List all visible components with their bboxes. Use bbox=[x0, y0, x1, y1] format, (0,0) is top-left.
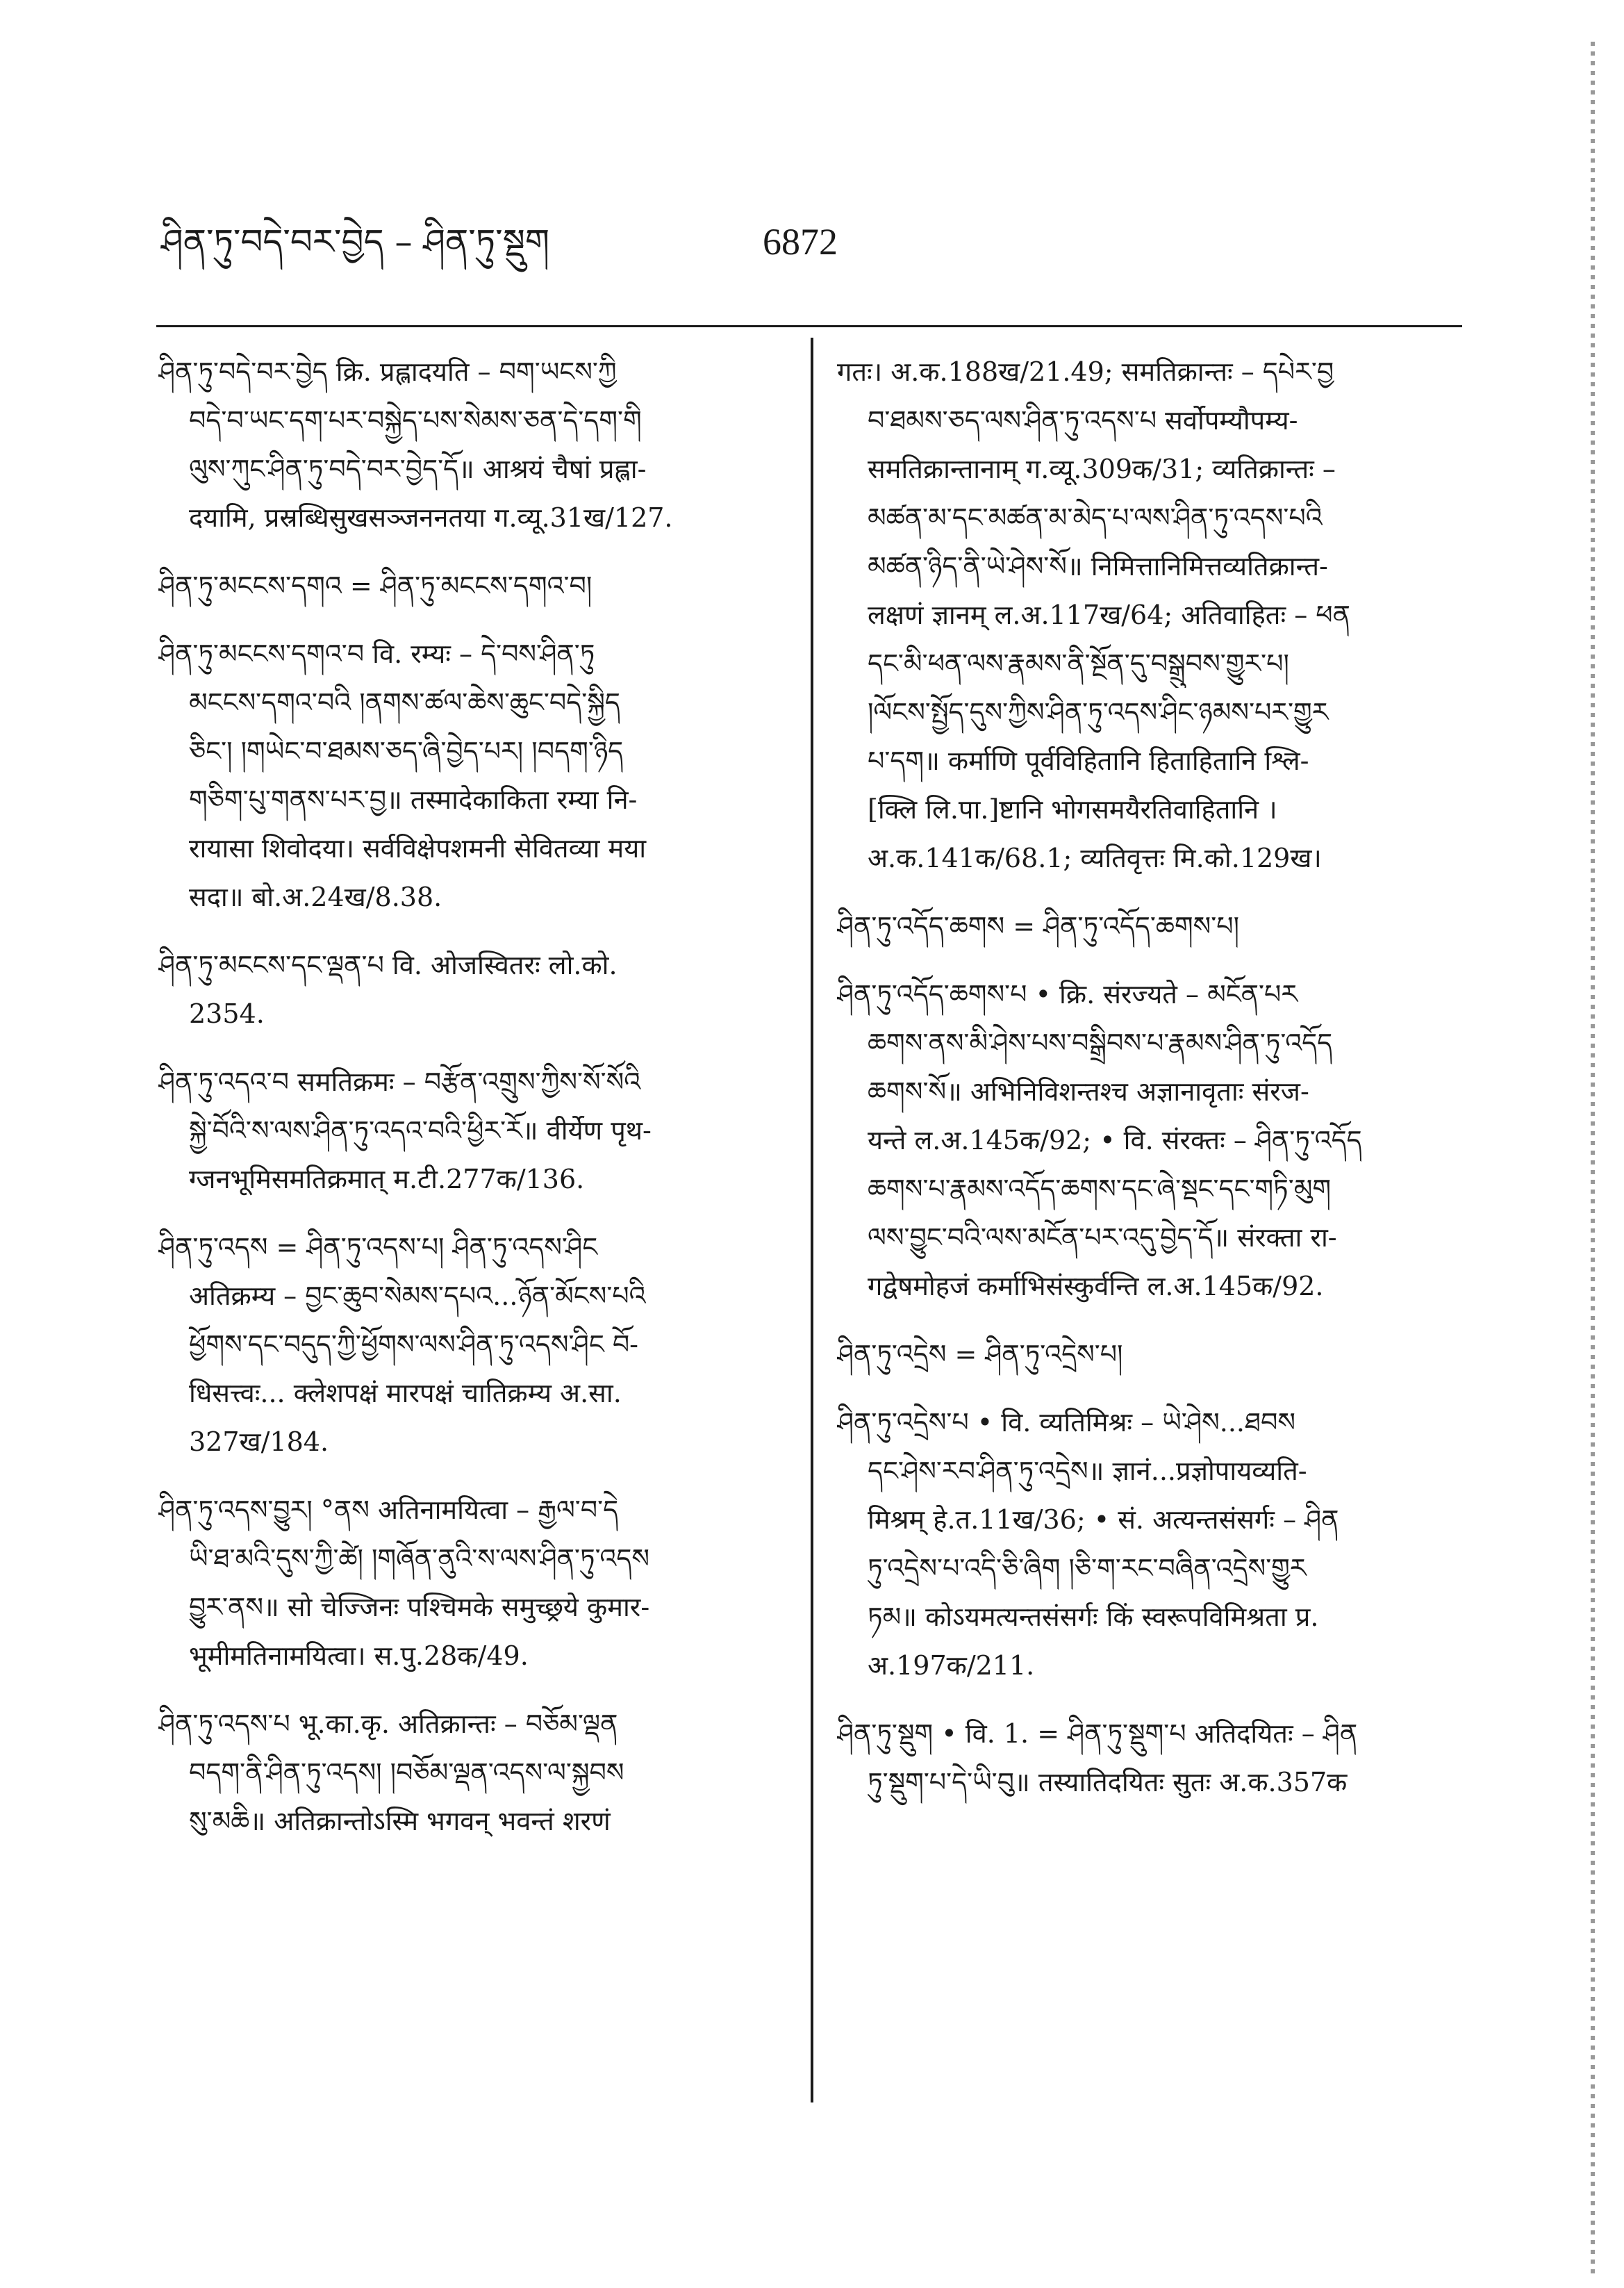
entry-headline: ཤིན་ཏུ་འདོད་ཆགས་པ • क्रि. संरज्यते – མངོན་པར bbox=[837, 979, 1298, 1010]
dictionary-entry bbox=[837, 1709, 1476, 1806]
dictionary-entry bbox=[158, 1699, 797, 1845]
entry-line: ཕྱོགས་དང་བདུད་ཀྱི་ཕྱོགས་ལས་ཤིན་ཏུ་འདས་ཤིང བོ- bbox=[189, 1329, 639, 1360]
page-number: 6872 bbox=[763, 221, 838, 263]
entry-line: བ་ཐམས་ཅད་ལས་ཤིན་ཏུ་འདས་པ सर्वोपम्यौपम्य- bbox=[868, 405, 1298, 436]
entry-headline: ཤིན་ཏུ་འདྲེས་པ • वि. व्यतिमिश्रः – ཡེ་ཤེས...ཐབས bbox=[837, 1407, 1295, 1438]
running-header: ཤིན་ཏུ་བདེ་བར་བྱེད – ཤིན་ཏུ་སྡུག bbox=[161, 222, 550, 262]
header-rule bbox=[156, 325, 1462, 327]
entry-headline: गतः। अ.क.188ख/21.49; समतिक्रान्तः – དཔེར་བྱ bbox=[837, 356, 1334, 387]
entry-line: अतिक्रम्य – བྱང་ཆུབ་སེམས་དཔའ...ཉོན་མོངས་པའི bbox=[189, 1281, 646, 1311]
entry-line: ཏུ་འདྲེས་པ་འདི་ཅི་ཞིག །ཅི་ག་རང་བཞིན་འདྲེས་གྱུར bbox=[868, 1553, 1307, 1583]
entry-line: སྐྱེ་བོའི་ས་ལས་ཤིན་ཏུ་འདའ་བའི་ཕྱིར་རོ॥ वीर्येण पृथ- bbox=[189, 1115, 652, 1146]
entry-line: བྱུར་ནས॥ सो चेज्जिनः पश्चिमके समुच्छ्रये कुमार- bbox=[189, 1592, 650, 1622]
dictionary-entry bbox=[158, 561, 797, 610]
entry-line: །ལོངས་སྤྱོད་དུས་ཀྱིས་ཤིན་ཏུ་འདས་ཤིང་ཉམས་པར་གྱུར bbox=[868, 697, 1329, 727]
entry-line: लक्षणं ज्ञानम् ल.अ.117ख/64; अतिवाहितः – ཕན bbox=[868, 600, 1350, 630]
entry-line: ལས་བྱུང་བའི་ལས་མངོན་པར་འདུ་བྱེད་དོ॥ संरक्ता रा- bbox=[868, 1222, 1337, 1253]
dictionary-entry bbox=[158, 347, 797, 542]
entry-headline: ཤིན་ཏུ་སྡུག • वि. 1. = ཤིན་ཏུ་སྡུག་པ अतिदयितः – ཤིན bbox=[837, 1718, 1358, 1749]
entry-line: ཏུ་སྡུག་པ་དེ་ཡི་བུ॥ तस्यातिदयितः सुतः अ.क.357क bbox=[868, 1767, 1348, 1797]
entry-line: དང་མི་ཕན་ལས་རྣམས་ནི་སྔོན་དུ་བསྒྲུབས་གྱུར་པ། bbox=[868, 648, 1289, 679]
entry-line: धिसत्त्वः... क्लेशपक्षं मारपक्षं चातिक्रम्य अ.सा. bbox=[189, 1378, 622, 1408]
entry-headline: ཤིན་ཏུ་འདས་པ भू.का.कृ. अतिक्रान्तः – བཅོམ་ལྡན bbox=[158, 1709, 618, 1739]
entry-line: སུ་མཆི॥ अतिक्रान्तोऽस्मि भगवन् भवन्तं शरणं bbox=[189, 1806, 611, 1836]
entry-line: དང་ཤེས་རབ་ཤིན་ཏུ་འདྲེས॥ ज्ञानं...प्रज्ञोपायव्यति- bbox=[868, 1456, 1307, 1486]
entry-line: མཚན་ཉིད་ནི་ཡེ་ཤེས་སོ॥ निमित्तानिमित्तव्यतिक्रान्त- bbox=[868, 551, 1328, 582]
entry-line: བདེ་བ་ཡང་དག་པར་བསྐྱེད་པས་སེམས་ཅན་དེ་དག་གི bbox=[189, 405, 642, 436]
entry-headline: ཤིན་ཏུ་མངངས་དང་ལྡན་པ वि. ओजस्वितरः लो.को. bbox=[158, 950, 618, 980]
entry-line: अ.क.141क/68.1; व्यतिवृत्तः मि.को.129ख। bbox=[868, 843, 1322, 873]
entry-line: ཡི་ཐ་མའི་དུས་ཀྱི་ཚེ། །གཞོན་ནུའི་ས་ལས་ཤིན་ཏུ་འདས bbox=[189, 1543, 650, 1574]
entry-line: ལུས་ཀུང་ཤིན་ཏུ་བདེ་བར་བྱེད་དོ॥ आश्रयं चैषां प्रह्ला- bbox=[189, 454, 647, 484]
entry-headline: ཤིན་ཏུ་འདོད་ཆགས = ཤིན་ཏུ་འདོད་ཆགས་པ། bbox=[837, 911, 1240, 941]
entry-line: समतिक्रान्तानाम् ग.व्यू.309क/31; व्यतिक्रान्तः – bbox=[868, 454, 1336, 484]
page-edge-scan-mark bbox=[1591, 42, 1595, 2279]
entry-headline: ཤིན་ཏུ་མངངས་དགའ = ཤིན་ཏུ་མངངས་དགའ་བ། bbox=[158, 570, 593, 601]
entry-headline: ཤིན་ཏུ་བདེ་བར་བྱེད क्रि. प्रह्लादयति – བག་ཡངས་ཀྱི bbox=[158, 356, 617, 387]
column-divider bbox=[811, 338, 813, 2102]
entry-line: [क्लि लि.पा.]ष्टानि भोगसमयैरतिवाहितानि । bbox=[868, 794, 1277, 825]
left-column bbox=[158, 347, 797, 1865]
entry-line: མངངས་དགའ་བའི །ནགས་ཚལ་ཆེས་ཆུང་བདེ་སྐྱིད bbox=[189, 687, 620, 718]
entry-line: गद्वेषमोहजं कर्माभिसंस्कुर्वन्ति ल.अ.145क/92. bbox=[868, 1271, 1324, 1301]
entry-line: ཆགས་པ་རྣམས་འདོད་ཆགས་དང་ཞེ་སྡང་དང་གཏི་མུག bbox=[868, 1174, 1332, 1204]
dictionary-entry bbox=[158, 941, 797, 1038]
entry-line: ཏམ॥ कोऽयमत्यन्तसंसर्गः किं स्वरूपविमिश्रता प्र. bbox=[868, 1602, 1319, 1632]
dictionary-entry bbox=[158, 629, 797, 921]
entry-line: रायासा शिवोदया। सर्वविक्षेपशमनी सेवितव्या मया bbox=[189, 833, 647, 864]
dictionary-entry bbox=[837, 970, 1476, 1310]
entry-line: 2354. bbox=[189, 998, 265, 1029]
dictionary-entry bbox=[837, 347, 1476, 882]
entry-line: མཚན་མ་དང་མཚན་མ་མེད་པ་ལས་ཤིན་ཏུ་འདས་པའི bbox=[868, 502, 1323, 533]
dictionary-entry bbox=[158, 1223, 797, 1466]
entry-line: 327ख/184. bbox=[189, 1426, 329, 1457]
entry-line: གཅིག་པུ་གནས་པར་བྱ॥ तस्मादेकाकिता रम्या नि- bbox=[189, 784, 638, 815]
entry-headline: ཤིན་ཏུ་འདའ་བ समतिक्रमः – བརྩོན་འགྲུས་ཀྱིས་སོ་སོའི bbox=[158, 1067, 641, 1097]
entry-line: ཆགས་སོ॥ अभिनिविशन्तश्च अज्ञानावृताः संरज- bbox=[868, 1076, 1309, 1107]
entry-line: ཅིང་། །གཡེང་བ་ཐམས་ཅད་ཞི་བྱེད་པར། །བདག་ཉིད bbox=[189, 736, 624, 766]
entry-line: པ་དག॥ कर्माणि पूर्वविहितानि हिताहितानि श्लि- bbox=[868, 746, 1309, 776]
entry-line: यन्ते ल.अ.145क/92; • वि. संरक्तः – ཤིན་ཏུ་འདོད bbox=[868, 1125, 1362, 1155]
dictionary-entry bbox=[837, 902, 1476, 950]
dictionary-entry bbox=[837, 1330, 1476, 1378]
dictionary-entry bbox=[158, 1485, 797, 1680]
entry-line: अ.197क/211. bbox=[868, 1650, 1035, 1681]
entry-line: सदा॥ बो.अ.24ख/8.38. bbox=[189, 882, 442, 912]
entry-headline: ཤིན་ཏུ་འདྲེས = ཤིན་ཏུ་འདྲེས་པ། bbox=[837, 1339, 1123, 1369]
right-column bbox=[837, 347, 1476, 1826]
entry-line: मिश्रम् हे.त.11ख/36; • सं. अत्यन्तसंसर्गः – ཤིན bbox=[868, 1504, 1339, 1535]
entry-line: दयामि, प्रस्रब्धिसुखसञ्जननतया ग.व्यू.31ख/127. bbox=[189, 502, 673, 533]
entry-headline: ཤིན་ཏུ་མངངས་དགའ་བ वि. रम्यः – དེ་བས་ཤིན་ཏུ bbox=[158, 639, 595, 669]
entry-line: ग्जनभूमिसमतिक्रमात् म.टी.277क/136. bbox=[189, 1164, 585, 1194]
entry-line: भूमीमतिनामयित्वा। स.पु.28क/49. bbox=[189, 1640, 529, 1671]
entry-line: ཆགས་ནས་མི་ཤེས་པས་བསྒྲིབས་པ་རྣམས་ཤིན་ཏུ་འདོད bbox=[868, 1028, 1333, 1058]
dictionary-entry bbox=[158, 1057, 797, 1203]
dictionary-entry bbox=[837, 1398, 1476, 1690]
entry-line: བདག་ནི་ཤིན་ཏུ་འདས། །བཅོམ་ལྡན་འདས་ལ་སྐྱབས bbox=[189, 1757, 624, 1788]
entry-headline: ཤིན་ཏུ་འདས = ཤིན་ཏུ་འདས་པ། ཤིན་ཏུ་འདས་ཤིང bbox=[158, 1232, 598, 1262]
entry-headline: ཤིན་ཏུ་འདས་བྱུར། °ནས अतिनामयित्वा – རྒྱལ་བ་དེ bbox=[158, 1495, 619, 1525]
